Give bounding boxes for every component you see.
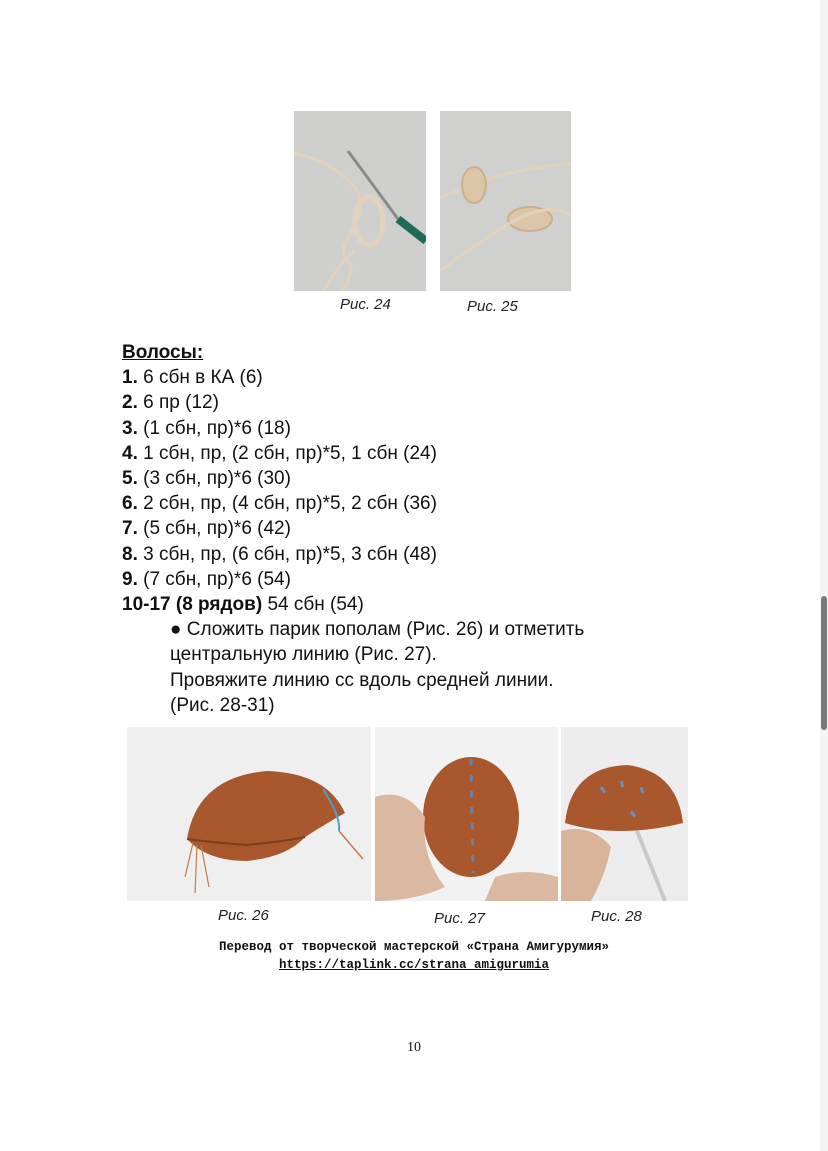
pattern-row xyxy=(122,390,584,415)
row-text: 3 сбн, пр, (6 сбн, пр)*5, 3 сбн (48) xyxy=(137,543,437,565)
note-line: ● Сложить парик пополам (Рис. 26) и отметить xyxy=(170,619,585,641)
pattern-row xyxy=(122,365,584,390)
section-title: Волосы: xyxy=(122,342,204,363)
note-line: Провяжите линию сс вдоль средней линии. xyxy=(170,669,554,691)
scrollbar-thumb[interactable] xyxy=(821,596,827,730)
row-number: 9. xyxy=(122,568,138,590)
pattern-row xyxy=(122,542,584,567)
note-line: центральную линию (Рис. 27). xyxy=(170,644,437,666)
caption-fig-25: Рис. 25 xyxy=(467,298,518,315)
row-number: 7. xyxy=(122,518,138,540)
pattern-row xyxy=(122,516,584,541)
scrollbar-track[interactable] xyxy=(820,0,828,1151)
row-number: 5. xyxy=(122,468,138,490)
page-number: 10 xyxy=(407,1040,421,1055)
row-number: 4. xyxy=(122,442,138,464)
row-text: (1 сбн, пр)*6 (18) xyxy=(137,417,291,439)
row-text: (3 сбн, пр)*6 (30) xyxy=(137,468,291,490)
pattern-row xyxy=(122,592,584,617)
row-number: 10-17 (8 рядов) xyxy=(122,594,263,616)
row-text: (7 сбн, пр)*6 (54) xyxy=(137,568,291,590)
caption-fig-24: Рис. 24 xyxy=(340,296,391,313)
row-text: 54 сбн (54) xyxy=(262,594,364,616)
pattern-row xyxy=(122,416,584,441)
caption-fig-26: Рис. 26 xyxy=(218,907,269,924)
pattern-row xyxy=(122,491,584,516)
pattern-row xyxy=(122,466,584,491)
row-number: 3. xyxy=(122,417,138,439)
caption-fig-28: Рис. 28 xyxy=(591,908,642,925)
row-number: 1. xyxy=(122,367,138,389)
row-text: 2 сбн, пр, (4 сбн, пр)*5, 2 сбн (36) xyxy=(137,493,437,515)
row-text: 6 сбн в КА (6) xyxy=(137,367,263,389)
caption-fig-27: Рис. 27 xyxy=(434,910,485,927)
pattern-row xyxy=(122,567,584,592)
row-text: 6 пр (12) xyxy=(137,392,219,414)
taplink-link[interactable]: https://taplink.cc/strana_amigurumia xyxy=(278,958,550,972)
row-number: 8. xyxy=(122,543,138,565)
row-number: 2. xyxy=(122,392,138,414)
photo-fig-28 xyxy=(561,727,688,901)
translation-credit: Перевод от творческой мастерской «Страна Амигурумия» xyxy=(218,940,610,954)
photo-fig-27 xyxy=(375,727,558,901)
row-text: (5 сбн, пр)*6 (42) xyxy=(137,518,291,540)
photo-fig-25 xyxy=(440,111,571,291)
photo-fig-26 xyxy=(127,727,371,901)
pattern-row xyxy=(122,441,584,466)
photo-fig-24 xyxy=(294,111,426,291)
pattern-text xyxy=(122,340,584,718)
note-line: (Рис. 28-31) xyxy=(170,694,275,716)
row-text: 1 сбн, пр, (2 сбн, пр)*5, 1 сбн (24) xyxy=(137,442,437,464)
row-number: 6. xyxy=(122,493,138,515)
